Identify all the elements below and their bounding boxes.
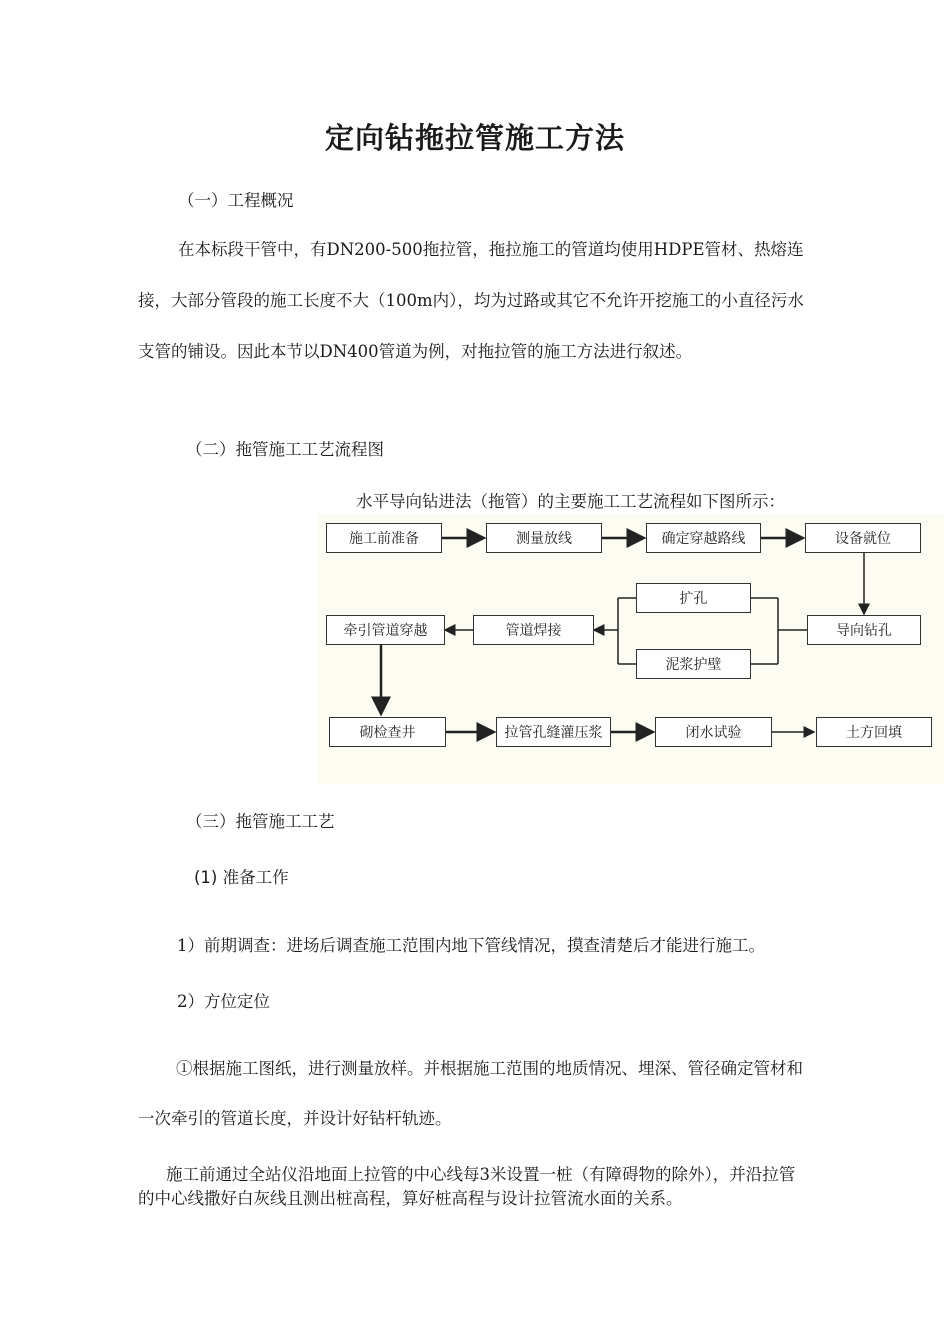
flow-step-pull-pipe: 牵引管道穿越	[326, 615, 445, 645]
flow-step-water-test: 闭水试验	[655, 717, 772, 747]
section-3-heading: （三）拖管施工工艺	[186, 812, 335, 831]
item-2a-paragraph: ①根据施工图纸，进行测量放样。并根据施工范围的地质情况、埋深、管径确定管材和一次牵引的管道长度，并设计好钻杆轨迹。	[138, 1059, 803, 1128]
section-1-heading: （一）工程概况	[178, 191, 294, 210]
flow-step-backfill: 土方回填	[816, 717, 932, 747]
flow-step-manhole: 砌检查井	[329, 717, 446, 747]
flow-step-pilot-drill: 导向钻孔	[807, 615, 921, 645]
item-1: 1）前期调查：进场后调查施工范围内地下管线情况，摸查清楚后才能进行施工。	[177, 936, 765, 955]
flow-step-equipment: 设备就位	[805, 523, 921, 553]
section-2-heading: （二）拖管施工工艺流程图	[186, 440, 384, 459]
item-2: 2）方位定位	[177, 992, 270, 1011]
flowchart-intro: 水平导向钻进法（拖管）的主要施工工艺流程如下图所示：	[356, 492, 785, 511]
flow-step-route: 确定穿越路线	[646, 523, 761, 553]
flow-step-grouting: 拉管孔缝灌压浆	[496, 717, 611, 747]
flow-step-survey: 测量放线	[486, 523, 602, 553]
flow-step-reaming: 扩孔	[636, 583, 751, 613]
flow-step-welding: 管道焊接	[473, 615, 594, 645]
section-1-paragraph: 在本标段干管中，有DN200-500拖拉管，拖拉施工的管道均使用HDPE管材、热熔连接，大部分管段的施工长度不大（100m内），均为过路或其它不允许开挖施工的小直径污水支管的铺设。因此本节以DN400管道为例，对拖拉管的施工方法进行叙述。	[138, 240, 804, 361]
process-flowchart	[318, 514, 944, 784]
flow-step-preparation: 施工前准备	[326, 523, 442, 553]
document-title: 定向钻拖拉管施工方法	[324, 121, 625, 155]
subsection-1-heading: (1) 准备工作	[194, 868, 289, 887]
item-2b-paragraph: 施工前通过全站仪沿地面上拉管的中心线每3米设置一桩（有障碍物的除外），并沿拉管的中心线撒好白灰线且测出桩高程，算好桩高程与设计拉管流水面的关系。	[138, 1165, 796, 1208]
flow-step-mud-wall: 泥浆护壁	[636, 649, 751, 679]
